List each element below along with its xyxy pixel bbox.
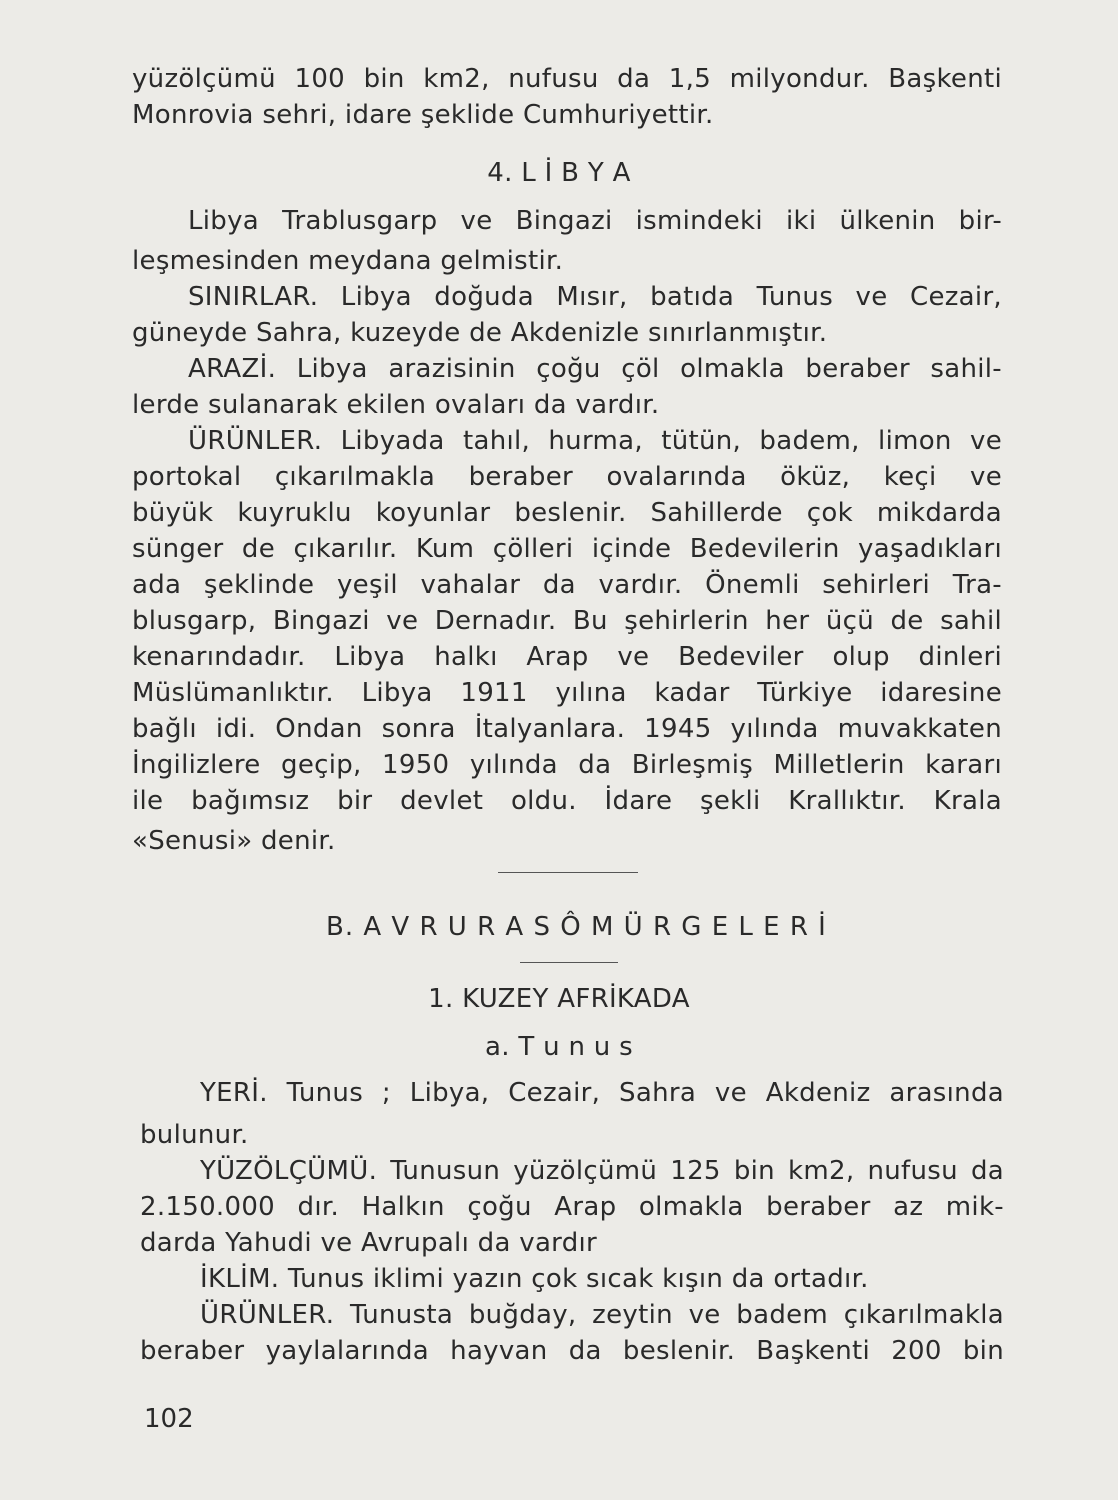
subheading-tunus: a. T u n u s bbox=[485, 1032, 633, 1062]
section-heading-b: B. A V R U R A S Ô M Ü R G E L E R İ bbox=[326, 912, 827, 942]
text-line: Monrovia sehri, idare şeklide Cumhuriyettir. bbox=[132, 100, 714, 130]
text-line: ÜRÜNLER. Libyada tahıl, hurma, tütün, badem, limon ve bbox=[188, 426, 1002, 456]
text-line: İKLİM. Tunus iklimi yazın çok sıcak kışın da ortadır. bbox=[200, 1264, 869, 1294]
text-line: ÜRÜNLER. Tunusta buğday, zeytin ve badem çıkarılmakla bbox=[200, 1300, 1004, 1330]
section-heading-kuzey-afrika: 1. KUZEY AFRİKADA bbox=[428, 984, 690, 1014]
text-line: «Senusi» denir. bbox=[132, 826, 336, 856]
text-line: darda Yahudi ve Avrupalı da vardır bbox=[140, 1228, 598, 1258]
text-line: Libya Trablusgarp ve Bingazi ismindeki iki ülkenin bir- bbox=[188, 206, 1002, 236]
text-line: yüzölçümü 100 bin km2, nufusu da 1,5 milyondur. Başkenti bbox=[132, 64, 1002, 94]
text-line: İngilizlere geçip, 1950 yılında da Birleşmiş Milletlerin kararı bbox=[132, 750, 1002, 780]
text-line: blusgarp, Bingazi ve Dernadır. Bu şehirlerin her üçü de sahil bbox=[132, 606, 1002, 636]
divider-rule-short bbox=[520, 962, 618, 963]
page-number: 102 bbox=[144, 1404, 194, 1434]
text-line: büyük kuyruklu koyunlar beslenir. Sahillerde çok mikdarda bbox=[132, 498, 1002, 528]
text-line: Müslümanlıktır. Libya 1911 yılına kadar Türkiye idaresine bbox=[132, 678, 1002, 708]
text-line: leşmesinden meydana gelmistir. bbox=[132, 246, 564, 276]
text-line: lerde sulanarak ekilen ovaları da vardır. bbox=[132, 390, 660, 420]
text-line: YÜZÖLÇÜMÜ. Tunusun yüzölçümü 125 bin km2, nufusu da bbox=[200, 1156, 1004, 1186]
text-line: ile bağımsız bir devlet oldu. İdare şekli Krallıktır. Krala bbox=[132, 786, 1002, 816]
text-line: 2.150.000 dır. Halkın çoğu Arap olmakla beraber az mik- bbox=[140, 1192, 1004, 1222]
text-line: güneyde Sahra, kuzeyde de Akdenizle sınırlanmıştır. bbox=[132, 318, 828, 348]
text-line: portokal çıkarılmakla beraber ovalarında öküz, keçi ve bbox=[132, 462, 1002, 492]
text-line: kenarındadır. Libya halkı Arap ve Bedeviler olup dinleri bbox=[132, 642, 1002, 672]
text-line: YERİ. Tunus ; Libya, Cezair, Sahra ve Akdeniz arasında bbox=[200, 1078, 1004, 1108]
text-line: bulunur. bbox=[140, 1120, 249, 1150]
text-line: ada şeklinde yeşil vahalar da vardır. Önemli sehirleri Tra- bbox=[132, 570, 1002, 600]
text-line: bağlı idi. Ondan sonra İtalyanlara. 1945 yılında muvakkaten bbox=[132, 714, 1002, 744]
divider-rule bbox=[498, 872, 638, 873]
text-line: SINIRLAR. Libya doğuda Mısır, batıda Tunus ve Cezair, bbox=[188, 282, 1002, 312]
text-line: ARAZİ. Libya arazisinin çoğu çöl olmakla beraber sahil- bbox=[188, 354, 1002, 384]
section-heading-libya: 4. L İ B Y A bbox=[487, 158, 631, 188]
text-line: sünger de çıkarılır. Kum çölleri içinde Bedevilerin yaşadıkları bbox=[132, 534, 1002, 564]
text-line: beraber yaylalarında hayvan da beslenir. Başkenti 200 bin bbox=[140, 1336, 1004, 1366]
